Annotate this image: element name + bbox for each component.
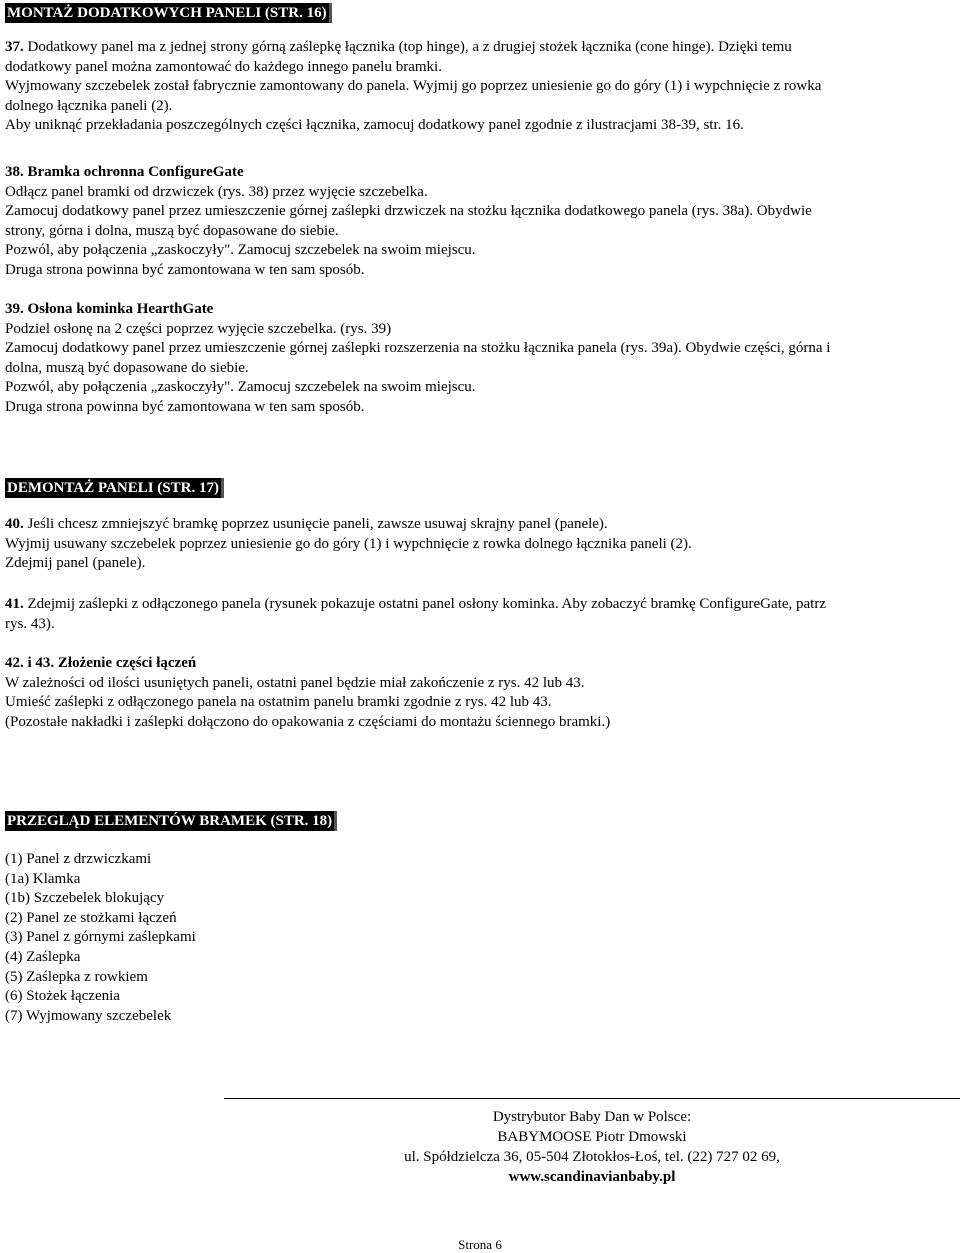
- footer-line: BABYMOOSE Piotr Dmowski: [497, 1129, 687, 1145]
- item-number: 41.: [5, 596, 24, 612]
- paragraph-40: [5, 515, 949, 574]
- footer-website-link[interactable]: www.scandinavianbaby.pl: [508, 1169, 676, 1185]
- text-line: Zamocuj dodatkowy panel przez umieszczenie górnej zaślepki drzwiczek na stożku łącznika dodatkowego panela (rys. 38a). Obydwie: [5, 203, 812, 220]
- text-line: Pozwól, aby połączenia „zaskoczyły". Zamocuj szczebelek na swoim miejscu.: [5, 242, 476, 259]
- paragraph-39: [5, 300, 949, 418]
- list-item: (5) Zaślepka z rowkiem: [5, 968, 148, 985]
- section-header-demontaz: [5, 478, 949, 499]
- list-item: (1a) Klamka: [5, 870, 81, 887]
- paragraph-37: [5, 38, 949, 136]
- text-line: Umieść zaślepki z odłączonego panela na ostatnim panelu bramki zgodnie z rys. 42 lub 43.: [5, 694, 552, 711]
- section-header-przeglad: [5, 811, 949, 832]
- item-number: 40.: [5, 516, 24, 532]
- text-line: Druga strona powinna być zamontowana w ten sam sposób.: [5, 398, 365, 415]
- text-line: Wyjmowany szczebelek został fabrycznie zamontowany do panela. Wyjmij go poprzez uniesienie go do góry (1) i wypchnięcie z rowka: [5, 78, 822, 95]
- text-line: Wyjmij usuwany szczebelek poprzez uniesienie go do góry (1) i wypchnięcie z rowka dolnego łącznika paneli (2).: [5, 535, 692, 552]
- list-item: (1) Panel z drzwiczkami: [5, 851, 152, 867]
- footer-line: Dystrybutor Baby Dan w Polsce:: [492, 1109, 692, 1125]
- list-item: (2) Panel ze stożkami łączeń: [5, 909, 177, 926]
- text-line: (Pozostałe nakładki i zaślepki dołączono do opakowania z częściami do montażu ściennego bramki.): [5, 713, 611, 730]
- section-header-montaz: [5, 3, 949, 24]
- text-line: Podziel osłonę na 2 części poprzez wyjęcie szczebelka. (rys. 39): [5, 320, 392, 337]
- paragraph-title: 42. i 43. Złożenie części łączeń: [5, 655, 197, 671]
- paragraph-38: [5, 163, 949, 281]
- text-line: Zdejmij zaślepki z odłączonego panela (rysunek pokazuje ostatni panel osłony kominka. Aby zobaczyć bramkę ConfigureGate, patrz: [27, 596, 826, 612]
- section-title: PRZEGLĄD ELEMENTÓW BRAMEK (STR. 18): [5, 811, 337, 831]
- parts-list: [5, 850, 949, 1026]
- paragraph-42-43: [5, 654, 949, 732]
- text-line: Aby uniknąć przekładania poszczególnych części łącznika, zamocuj dodatkowy panel zgodnie z ilustracjami 38-39, str. 16.: [5, 117, 744, 134]
- section-title: DEMONTAŻ PANELI (STR. 17): [5, 478, 224, 498]
- paragraph-41: [5, 595, 949, 634]
- text-line: strony, górna i dolna, muszą być dopasowane do siebie.: [5, 222, 339, 239]
- list-item: (1b) Szczebelek blokujący: [5, 890, 165, 907]
- text-line: Druga strona powinna być zamontowana w ten sam sposób.: [5, 261, 365, 278]
- paragraph-title: 39. Osłona kominka HearthGate: [5, 301, 214, 317]
- footer-divider: [224, 1098, 960, 1099]
- list-item: (6) Stożek łączenia: [5, 988, 120, 1005]
- footer: [224, 1107, 960, 1187]
- section-title: MONTAŻ DODATKOWYCH PANELI (STR. 16): [5, 3, 332, 23]
- footer-line: ul. Spółdzielcza 36, 05-504 Złotokłos-Łoś, tel. (22) 727 02 69,: [404, 1149, 780, 1165]
- list-item: (4) Zaślepka: [5, 948, 81, 965]
- page-number: Strona 6: [458, 1237, 502, 1252]
- text-line: Jeśli chcesz zmniejszyć bramkę poprzez usunięcie paneli, zawsze usuwaj skrajny panel (panele).: [27, 516, 608, 532]
- paragraph-title: 38. Bramka ochronna ConfigureGate: [5, 164, 244, 180]
- item-number: 37.: [5, 39, 24, 55]
- text-line: Dodatkowy panel ma z jednej strony górną zaślepkę łącznika (top hinge), a z drugiej stożek łącznika (cone hinge). Dzięki temu: [27, 39, 792, 55]
- text-line: Zamocuj dodatkowy panel przez umieszczenie górnej zaślepki rozszerzenia na stożku łącznika panela (rys. 39a). Obydwie części, górna i: [5, 340, 831, 357]
- list-item: (3) Panel z górnymi zaślepkami: [5, 929, 196, 946]
- text-line: Odłącz panel bramki od drzwiczek (rys. 38) przez wyjęcie szczebelka.: [5, 183, 428, 200]
- text-line: dodatkowy panel można zamontować do każdego innego panelu bramki.: [5, 58, 442, 75]
- text-line: rys. 43).: [5, 615, 55, 632]
- text-line: dolnego łącznika paneli (2).: [5, 97, 173, 114]
- text-line: dolna, muszą być dopasowane do siebie.: [5, 359, 249, 376]
- text-line: Pozwól, aby połączenia „zaskoczyły". Zamocuj szczebelek na swoim miejscu.: [5, 379, 476, 396]
- text-line: W zależności od ilości usuniętych paneli, ostatni panel będzie miał zakończenie z rys. 42 lub 43.: [5, 674, 585, 691]
- text-line: Zdejmij panel (panele).: [5, 555, 146, 572]
- list-item: (7) Wyjmowany szczebelek: [5, 1007, 172, 1024]
